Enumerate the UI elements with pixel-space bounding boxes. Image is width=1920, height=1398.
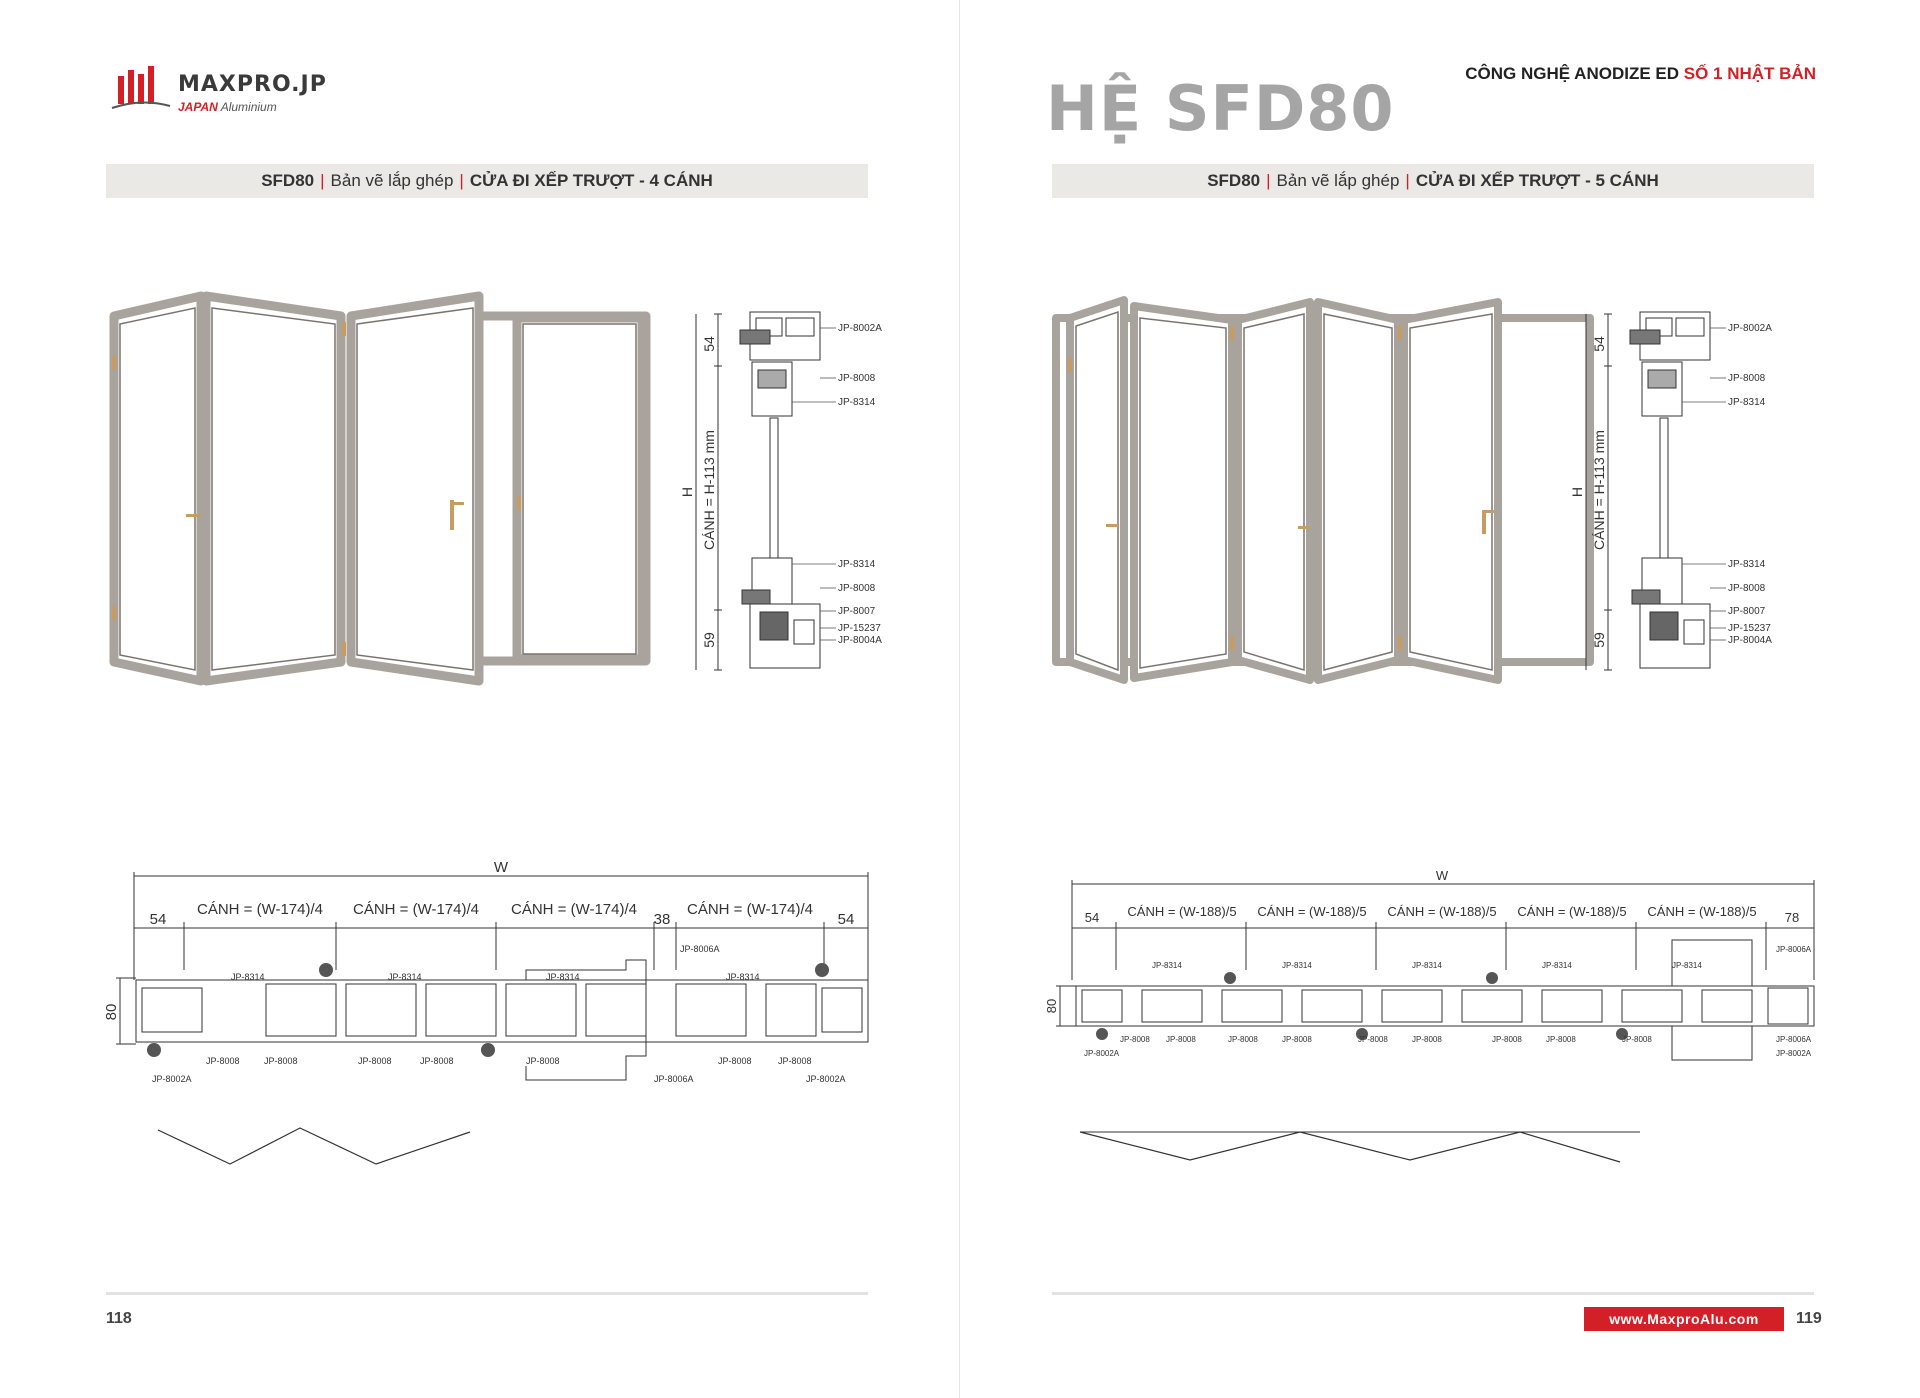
part-label: JP-8002A bbox=[1084, 1049, 1120, 1058]
door-elevation-4-leaf bbox=[106, 296, 666, 686]
door-leaf bbox=[351, 296, 479, 681]
tagline: CÔNG NGHỆ ANODIZE ED SỐ 1 NHẬT BẢN bbox=[1465, 64, 1816, 83]
part-label: JP-8008 bbox=[1728, 583, 1766, 594]
dimension-label: CÁNH = (W-174)/4 bbox=[196, 901, 324, 918]
part-label: JP-8314 bbox=[838, 559, 876, 570]
part-label: JP-8314 bbox=[1282, 961, 1312, 970]
bottom-dimension: 59 bbox=[701, 632, 717, 648]
part-label: JP-8314 bbox=[1728, 397, 1766, 408]
system-title: HỆ SFD80 bbox=[1046, 72, 1395, 145]
dimension-label: CÁNH = (W-174)/4 bbox=[510, 901, 638, 918]
folding-pattern-diagram bbox=[1080, 1130, 1660, 1170]
door-leaf bbox=[1134, 306, 1232, 678]
hinge-icon bbox=[1398, 636, 1402, 650]
part-label: JP-8008 bbox=[526, 1056, 560, 1066]
dimension-label: 54 bbox=[149, 911, 167, 928]
page-number: 119 bbox=[1796, 1310, 1822, 1327]
footer-divider bbox=[106, 1292, 868, 1295]
separator: | bbox=[320, 171, 325, 190]
part-label: JP-8008 bbox=[838, 583, 876, 594]
part-label: JP-8008 bbox=[1358, 1035, 1388, 1044]
leaf-height-label: CÁNH = H-113 mm bbox=[701, 430, 717, 550]
part-label: JP-8008 bbox=[1492, 1035, 1522, 1044]
part-label: JP-8008 bbox=[838, 373, 876, 384]
product-name: CỬA ĐI XẾP TRƯỢT - 4 CÁNH bbox=[469, 171, 713, 190]
dimension-label: CÁNH = (W-188)/5 bbox=[1517, 904, 1627, 919]
part-label: JP-8008 bbox=[1622, 1035, 1652, 1044]
part-label: JP-8008 bbox=[206, 1056, 240, 1066]
part-label: JP-8314 bbox=[838, 397, 876, 408]
height-label: H bbox=[1569, 486, 1585, 498]
dimension-label: CÁNH = (W-188)/5 bbox=[1647, 904, 1757, 919]
part-label: JP-8008 bbox=[1412, 1035, 1442, 1044]
part-label: JP-8008 bbox=[1166, 1035, 1196, 1044]
roller-icon bbox=[1096, 1028, 1108, 1040]
part-label: JP-8008 bbox=[420, 1056, 454, 1066]
part-label: JP-8314 bbox=[1728, 559, 1766, 570]
part-label: JP-8008 bbox=[1546, 1035, 1576, 1044]
hinge-icon bbox=[517, 496, 521, 510]
top-dimension: 54 bbox=[1591, 336, 1607, 352]
dimension-label: CÁNH = (W-188)/5 bbox=[1127, 904, 1237, 919]
leaf-height-label: CÁNH = H-113 mm bbox=[1591, 430, 1607, 550]
website-link[interactable]: www.MaxproAlu.com bbox=[1584, 1307, 1784, 1331]
door-leaf bbox=[517, 318, 642, 659]
part-label: JP-8006A bbox=[654, 1074, 694, 1084]
part-label: JP-15237 bbox=[838, 623, 881, 634]
part-label: JP-8008 bbox=[1228, 1035, 1258, 1044]
part-label: JP-8314 bbox=[726, 972, 760, 982]
hinge-icon bbox=[1230, 326, 1234, 340]
roller-icon bbox=[319, 963, 333, 977]
part-label: JP-8006A bbox=[680, 944, 720, 954]
roller-icon bbox=[481, 1043, 495, 1057]
door-handle-icon bbox=[1482, 510, 1486, 534]
part-label: JP-8314 bbox=[231, 972, 265, 982]
separator: | bbox=[1266, 171, 1271, 190]
roller-icon bbox=[1486, 972, 1498, 984]
part-label: JP-15237 bbox=[1728, 623, 1771, 634]
right-page bbox=[960, 0, 1920, 1398]
part-label: JP-8314 bbox=[388, 972, 422, 982]
section-title-bar bbox=[1052, 164, 1814, 198]
part-label: JP-8314 bbox=[1542, 961, 1572, 970]
door-leaf bbox=[206, 296, 341, 681]
door-handle-icon bbox=[186, 514, 200, 517]
hinge-icon bbox=[342, 642, 346, 656]
roller-icon bbox=[815, 963, 829, 977]
door-leaf bbox=[1404, 302, 1498, 680]
width-label: W bbox=[1435, 868, 1449, 883]
door-leaf bbox=[1318, 302, 1398, 680]
part-label: JP-8002A bbox=[838, 323, 882, 334]
part-label: JP-8006A bbox=[1776, 945, 1812, 954]
part-label: JP-8002A bbox=[806, 1074, 846, 1084]
horizontal-section-plan bbox=[103, 859, 876, 1100]
hinge-icon bbox=[1230, 636, 1234, 650]
height-dimension: 80 bbox=[1044, 998, 1059, 1014]
door-handle-icon bbox=[1298, 526, 1310, 529]
part-label: JP-8002A bbox=[152, 1074, 192, 1084]
dimension-label: CÁNH = (W-188)/5 bbox=[1387, 904, 1497, 919]
horizontal-section-plan bbox=[1044, 860, 1822, 1100]
dimension-label: CÁNH = (W-174)/4 bbox=[352, 901, 480, 918]
part-label: JP-8008 bbox=[778, 1056, 812, 1066]
part-label: JP-8008 bbox=[264, 1056, 298, 1066]
part-label: JP-8002A bbox=[1728, 323, 1772, 334]
part-label: JP-8002A bbox=[1776, 1049, 1812, 1058]
part-label: JP-8007 bbox=[838, 606, 876, 617]
maxpro-logo bbox=[112, 64, 362, 124]
page-number: 118 bbox=[106, 1310, 132, 1327]
part-label: JP-8004A bbox=[1728, 635, 1772, 646]
drawing-type: Bản vẽ lắp ghép bbox=[330, 171, 454, 190]
height-label: H bbox=[679, 486, 695, 498]
roller-icon bbox=[147, 1043, 161, 1057]
door-elevation-5-leaf bbox=[1052, 296, 1612, 686]
drawing-type: Bản vẽ lắp ghép bbox=[1276, 171, 1400, 190]
system-code: SFD80 bbox=[261, 171, 315, 190]
dimension-label: CÁNH = (W-174)/4 bbox=[686, 901, 814, 918]
part-label: JP-8008 bbox=[358, 1056, 392, 1066]
part-label: JP-8008 bbox=[1282, 1035, 1312, 1044]
door-handle-icon bbox=[1106, 524, 1118, 527]
part-label: JP-8008 bbox=[1120, 1035, 1150, 1044]
roller-icon bbox=[1224, 972, 1236, 984]
separator: | bbox=[1405, 171, 1410, 190]
part-label: JP-8314 bbox=[1412, 961, 1442, 970]
top-dimension: 54 bbox=[701, 336, 717, 352]
hinge-icon bbox=[112, 606, 116, 620]
logo-subtitle: JAPAN Aluminium bbox=[178, 100, 277, 114]
part-label: JP-8007 bbox=[1728, 606, 1766, 617]
dimension-label: CÁNH = (W-188)/5 bbox=[1257, 904, 1367, 919]
part-label: JP-8004A bbox=[838, 635, 882, 646]
part-label: JP-8006A bbox=[1776, 1035, 1812, 1044]
hinge-icon bbox=[1398, 326, 1402, 340]
bottom-dimension: 59 bbox=[1591, 632, 1607, 648]
door-leaf bbox=[114, 296, 201, 681]
dimension-label: 38 bbox=[653, 911, 671, 928]
footer-divider bbox=[1052, 1292, 1814, 1295]
hinge-icon bbox=[112, 356, 116, 370]
maxpro-logo-mark-icon bbox=[112, 64, 172, 112]
part-label: JP-8314 bbox=[1672, 961, 1702, 970]
part-label: JP-8314 bbox=[546, 972, 580, 982]
part-label: JP-8314 bbox=[1152, 961, 1182, 970]
width-label: W bbox=[493, 859, 509, 876]
door-leaf bbox=[1070, 300, 1124, 680]
hinge-icon bbox=[342, 322, 346, 336]
hinge-icon bbox=[1068, 358, 1072, 372]
vertical-section-drawing bbox=[670, 300, 910, 680]
product-name: CỬA ĐI XẾP TRƯỢT - 5 CÁNH bbox=[1415, 171, 1659, 190]
door-leaf bbox=[1238, 302, 1310, 680]
section-title-bar bbox=[106, 164, 868, 198]
separator: | bbox=[459, 171, 464, 190]
part-label: JP-8008 bbox=[718, 1056, 752, 1066]
folding-pattern-diagram bbox=[150, 1120, 490, 1170]
vertical-section-drawing bbox=[1560, 300, 1800, 680]
part-label: JP-8008 bbox=[1728, 373, 1766, 384]
dimension-label: 54 bbox=[1084, 910, 1100, 925]
logo-wordmark: MAXPRO.JP bbox=[178, 72, 327, 97]
dimension-label: 78 bbox=[1784, 910, 1800, 925]
dimension-label: 54 bbox=[837, 911, 855, 928]
height-dimension: 80 bbox=[103, 1003, 120, 1021]
system-code: SFD80 bbox=[1207, 171, 1261, 190]
